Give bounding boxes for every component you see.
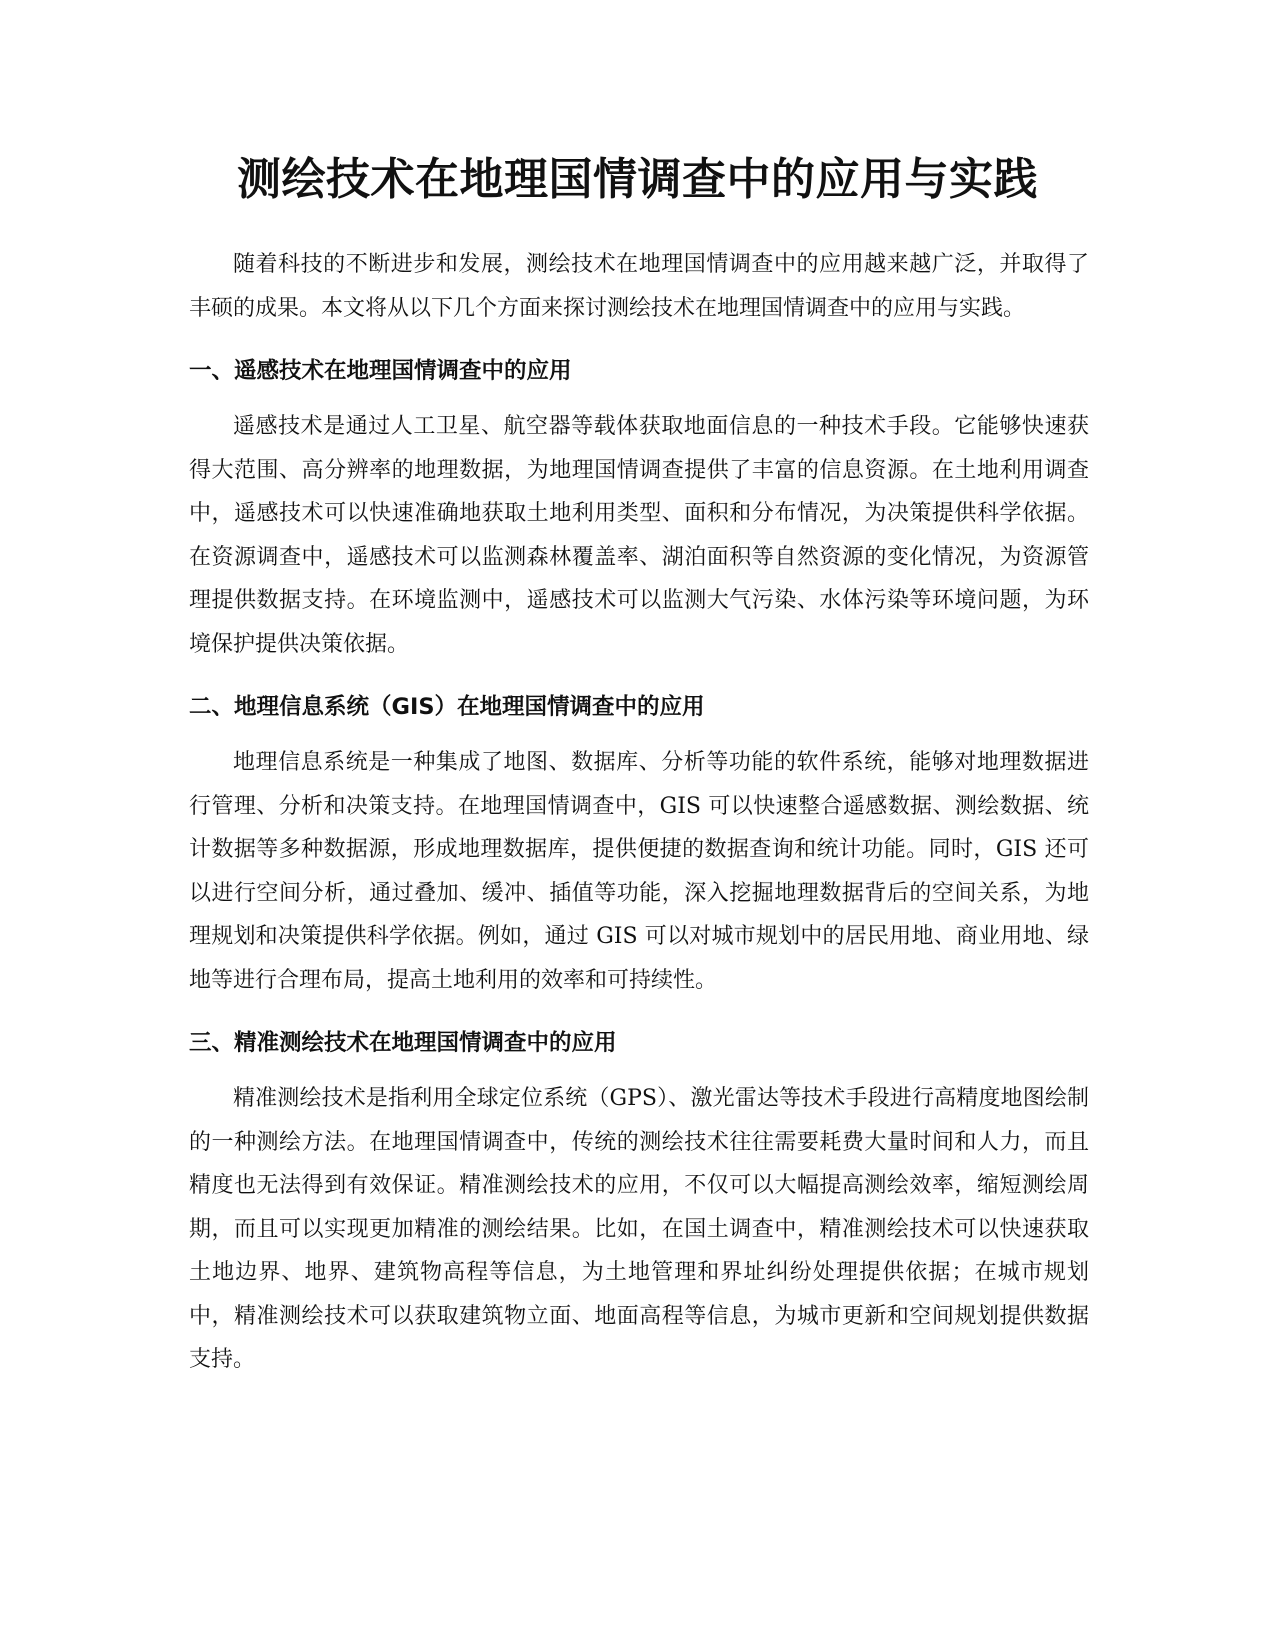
section-body-remote-sensing: 遥感技术是通过人工卫星、航空器等载体获取地面信息的一种技术手段。它能够快速获得大范围、高分辨率的地理数据，为地理国情调查提供了丰富的信息资源。在土地利用调查中，遥感技术可以快速准确地获取土地利用类型、面积和分布情况，为决策提供科学依据。在资源调查中，遥感技术可以监测森林覆盖率、湖泊面积等自然资源的变化情况，为资源管理提供数据支持。在环境监测中，遥感技术可以监测大气污染、水体污染等环境问题，为环境保护提供决策依据。 xyxy=(189,414,1089,657)
document-body xyxy=(189,243,1089,1382)
section-body-precision-surveying: 精准测绘技术是指利用全球定位系统（GPS）、激光雷达等技术手段进行高精度地图绘制的一种测绘方法。在地理国情调查中，传统的测绘技术往往需要耗费大量时间和人力，而且精度也无法得到有效保证。精准测绘技术的应用，不仅可以大幅提高测绘效率，缩短测绘周期，而且可以实现更加精准的测绘结果。比如，在国土调查中，精准测绘技术可以快速获取土地边界、地界、建筑物高程等信息，为土地管理和界址纠纷处理提供依据；在城市规划中，精准测绘技术可以获取建筑物立面、地面高程等信息，为城市更新和空间规划提供数据支持。 xyxy=(189,1086,1089,1372)
section-heading-remote-sensing: 一、遥感技术在地理国情调查中的应用 xyxy=(189,358,572,384)
document-title: 测绘技术在地理国情调查中的应用与实践 xyxy=(237,154,1038,205)
intro-paragraph: 随着科技的不断进步和发展，测绘技术在地理国情调查中的应用越来越广泛，并取得了丰硕的成果。本文将从以下几个方面来探讨测绘技术在地理国情调查中的应用与实践。 xyxy=(189,252,1089,321)
section-body-gis: 地理信息系统是一种集成了地图、数据库、分析等功能的软件系统，能够对地理数据进行管理、分析和决策支持。在地理国情调查中，GIS 可以快速整合遥感数据、测绘数据、统计数据等多种数据源，形成地理数据库，提供便捷的数据查询和统计功能。同时，GIS 还可以进行空间分析，通过叠加、缓冲、插值等功能，深入挖掘地理数据背后的空间关系，为地理规划和决策提供科学依据。例如，通过 GIS 可以对城市规划中的居民用地、商业用地、绿地等进行合理布局，提高土地利用的效率和可持续性。 xyxy=(189,750,1089,993)
section-heading-precision-surveying: 三、精准测绘技术在地理国情调查中的应用 xyxy=(189,1030,617,1056)
section-heading-gis: 二、地理信息系统（GIS）在地理国情调查中的应用 xyxy=(189,694,705,720)
